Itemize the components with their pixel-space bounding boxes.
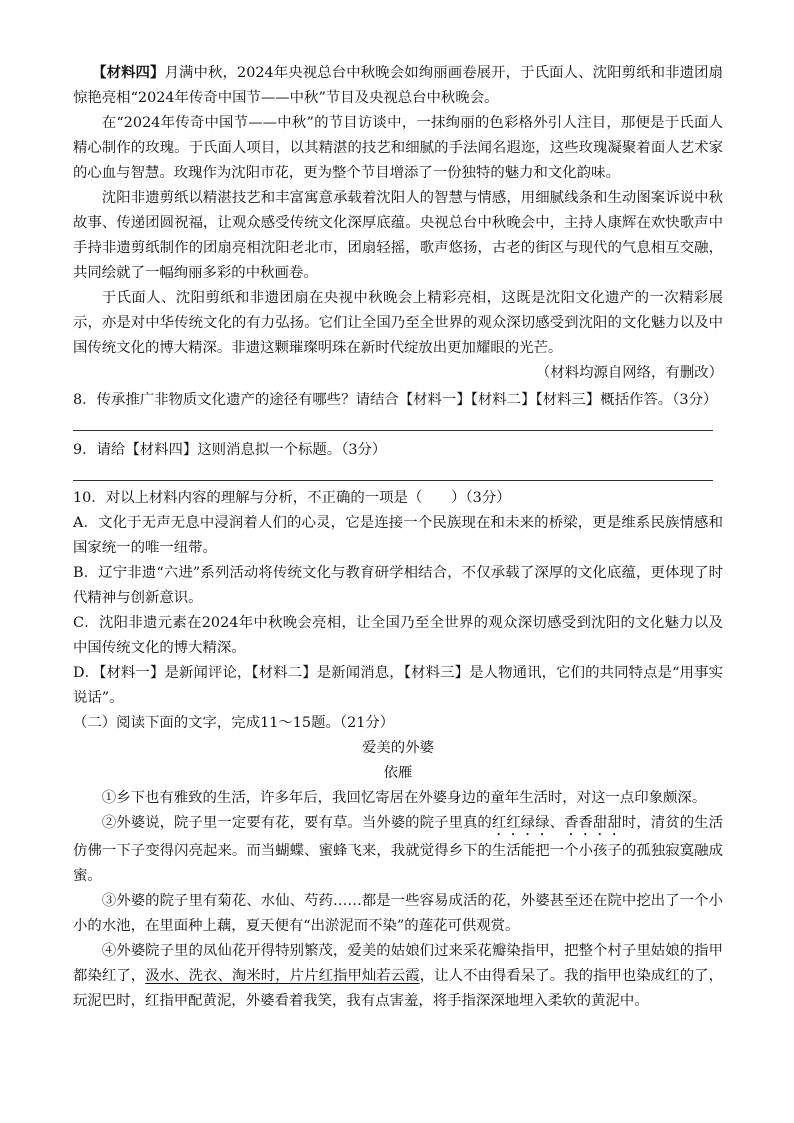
essay-paragraph-2 <box>73 811 723 889</box>
material4-p1-text: 月满中秋，2024年央视总台中秋晚会如绚丽画卷展开，于氏面人、沈阳剪纸和非遗团扇惊艳亮相“2024年传奇中国节——中秋”节目及央视总台中秋晚会。 <box>73 65 723 106</box>
material4-paragraph-1 <box>73 60 723 111</box>
question-10-stem: 10．对以上材料内容的理解与分析，不正确的一项是（ ）（3分） <box>73 490 511 506</box>
material-source-note: （材料均源自网络，有删改） <box>535 365 723 381</box>
essay-section <box>73 736 723 1014</box>
essay-p4-part-a: ④外婆院子里的凤仙花开得特别繁茂，爱美的姑娘们过来采花瓣染指甲，把整个村子里姑娘的指甲都染红了， <box>73 943 723 984</box>
section-2-instruction: （二）阅读下面的文字，完成11～15题。（21分） <box>73 715 395 731</box>
question-9-text: 9．请给【材料四】这则消息拟一个标题。（3分） <box>73 442 387 458</box>
emphasized-phrase: 红红绿绿、香香甜甜 <box>491 815 622 831</box>
question-8-text: 8．传承推广非物质文化遗产的途径有哪些？请结合【材料一】【材料二】【材料三】概括作答。（3分） <box>73 392 718 408</box>
essay-paragraph-1: ①乡下也有雅致的生活，许多年后，我回忆寄居在外婆身边的童年生活时，对这一点印象颇深。 <box>101 790 707 806</box>
question-9 <box>73 438 723 463</box>
answer-line-q9[interactable] <box>73 480 713 481</box>
material4-paragraph-3: 沈阳非遗剪纸以精湛技艺和丰富寓意承载着沈阳人的智慧与情感，用细腻线条和生动图案诉说中秋故事、传递团圆祝福，让观众感受传统文化深厚底蕴。央视总台中秋晚会中，主持人康辉在欢快歌声中手持非遗剪纸制作的团扇亮相沈阳老北市，团扇轻摇，歌声悠扬，古老的街区与现代的气息相互交融，共同绘就了一幅绚丽多彩的中秋画卷。 <box>73 190 723 281</box>
answer-line-q8[interactable] <box>73 430 713 431</box>
question-8 <box>73 388 723 413</box>
option-d[interactable]: D．【材料一】是新闻评论，【材料二】是新闻消息，【材料三】是人物通讯，它们的共同特点是“用事实说话”。 <box>73 665 723 706</box>
material4-paragraph-2: 在“2024年传奇中国节——中秋”的节目访谈中，一抹绚丽的色彩格外引人注目，那便是于氏面人精心制作的玫瑰。于氏面人项目，以其精湛的技艺和细腻的手法闻名遐迩，这些玫瑰凝聚着面人艺术家的心血与智慧。玫瑰作为沈阳市花，更为整个节目增添了一份独特的魅力和文化韵味。 <box>73 115 723 181</box>
essay-paragraph-3: ③外婆的院子里有菊花、水仙、芍药……都是一些容易成活的花，外婆甚至还在院中挖出了一个小小的水池，在里面种上藕，夏天便有“出淤泥而不染”的莲花可供观赏。 <box>73 893 723 934</box>
essay-title: 爱美的外婆 <box>362 740 434 756</box>
essay-author: 依雁 <box>383 765 413 781</box>
material4-paragraph-4: 于氏面人、沈阳剪纸和非遗团扇在央视中秋晚会上精彩亮相，这既是沈阳文化遗产的一次精彩展示，亦是对中华传统文化的有力弘扬。它们让全国乃至全世界的观众深切感受到沈阳的文化魅力以及中国传统文化的博大精深。非遗这颗璀璨明珠在新时代绽放出更加耀眼的光芒。 <box>73 290 723 356</box>
essay-p2-part-b: 时，清贫的生活仿佛一下子变得闪亮起来。而当蝴蝶、蜜蜂飞来，我就觉得乡下的生活能把一个小孩子的孤独寂寞融成蜜。 <box>73 815 723 884</box>
material4-section <box>73 60 723 386</box>
essay-p4-part-b: ，让人不由得看呆了。我的指甲也染成红的了，玩泥巴时，红指甲配黄泥，外婆看着我笑，我有点害羞，将手指深深地埋入柔软的黄泥中。 <box>73 968 723 1009</box>
underlined-sentence: 汲水、洗衣、淘米时，片片红指甲灿若云霞 <box>145 968 420 984</box>
essay-p2-part-a: ②外婆说，院子里一定要有花，要有草。当外婆的院子里真的 <box>101 815 492 831</box>
material4-tag: 【材料四】 <box>92 64 165 81</box>
essay-paragraph-4 <box>73 939 723 1014</box>
question-10 <box>73 486 723 736</box>
option-a[interactable]: A．文化于无声无息中浸润着人们的心灵，它是连接一个民族现在和未来的桥梁，更是维系民族情感和国家统一的唯一纽带。 <box>73 515 723 556</box>
option-b[interactable]: B．辽宁非遗“六进”系列活动将传统文化与教育研学相结合，不仅承载了深厚的文化底蕴，更体现了时代精神与创新意识。 <box>73 565 723 606</box>
option-c[interactable]: C．沈阳非遗元素在2024年中秋晚会亮相，让全国乃至全世界的观众深切感受到沈阳的文化魅力以及中国传统文化的博大精深。 <box>73 615 723 656</box>
